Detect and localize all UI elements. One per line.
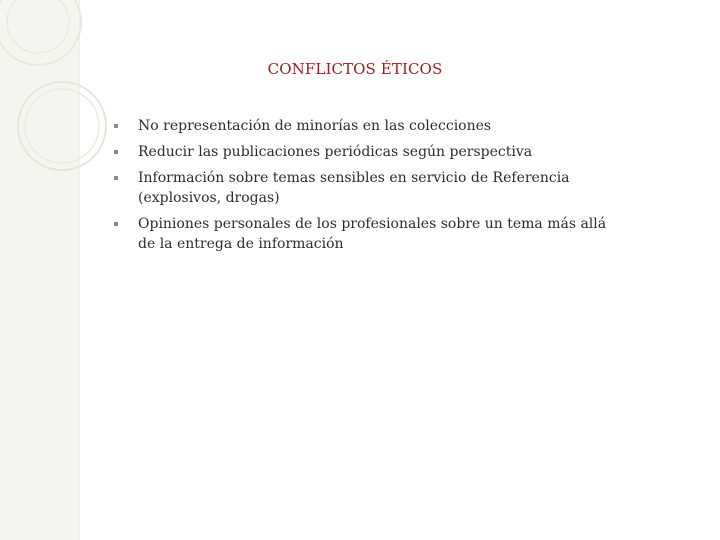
bullet-text: Opiniones personales de los profesionales sobre un tema más allá de la entrega de información: [138, 216, 607, 252]
square-bullet-icon: [114, 176, 118, 180]
square-bullet-icon: [114, 222, 118, 226]
bullet-item: [113, 116, 613, 136]
square-bullet-icon: [114, 124, 118, 128]
square-bullet-icon: [114, 150, 118, 154]
bullet-item: [113, 214, 613, 254]
bullet-item: [113, 168, 613, 208]
bullet-text: Reducir las publicaciones periódicas según perspectiva: [138, 144, 533, 160]
slide-title: CONFLICTOS ÉTICOS: [267, 60, 443, 78]
ring-mid-inner: [25, 89, 99, 163]
bullet-list: [113, 116, 613, 260]
ring-mid-outer: [18, 82, 106, 170]
bullet-text: Información sobre temas sensibles en servicio de Referencia (explosivos, drogas): [138, 170, 570, 206]
ring-top-inner: [7, 0, 69, 53]
ring-top-outer: [0, 0, 81, 65]
bullet-text: No representación de minorías en las colecciones: [138, 118, 492, 134]
bullet-item: [113, 142, 613, 162]
